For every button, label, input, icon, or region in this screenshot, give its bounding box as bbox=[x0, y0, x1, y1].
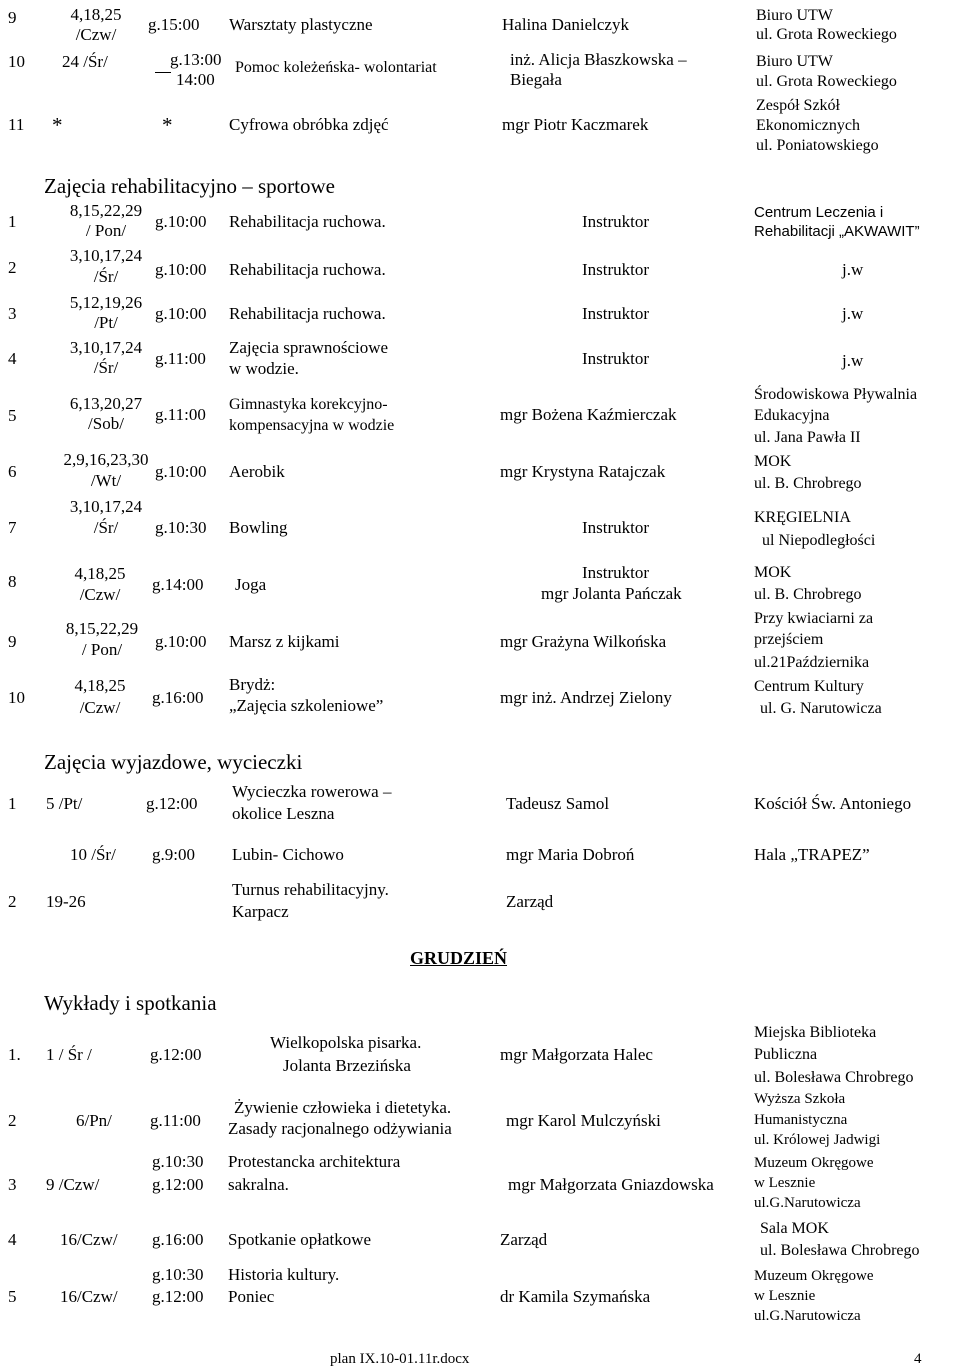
row-date: 3,10,17,24 bbox=[69, 246, 143, 265]
row-time: g.10:00 bbox=[155, 462, 207, 481]
row-place: Biuro UTW bbox=[756, 53, 833, 70]
row-date-day: / Pon/ bbox=[85, 221, 127, 240]
row-number: 3 bbox=[8, 304, 17, 323]
row-place-2: Publiczna bbox=[754, 1046, 818, 1063]
row-time: g.10:00 bbox=[155, 212, 207, 231]
row-date: 4,18,25 bbox=[70, 5, 122, 24]
row-leader: Instruktor bbox=[582, 563, 650, 582]
row-time: g.14:00 bbox=[152, 575, 204, 594]
row-date: 4,18,25 bbox=[74, 676, 126, 695]
row-number: 4 bbox=[8, 1230, 17, 1249]
row-leader: mgr Bożena Kaźmierczak bbox=[500, 405, 677, 424]
row-place-street: ul. Bolesława Chrobrego bbox=[754, 1069, 914, 1086]
row-leader: mgr inż. Andrzej Zielony bbox=[500, 688, 672, 707]
row-leader-name: mgr Jolanta Pańczak bbox=[541, 584, 682, 603]
footer-filename: plan IX.10-01.11r.docx bbox=[330, 1351, 470, 1367]
row-leader-cont: Biegała bbox=[510, 70, 562, 89]
row-leader: mgr Grażyna Wilkońska bbox=[500, 632, 667, 651]
row-activity: Marsz z kijkami bbox=[229, 632, 340, 651]
row-date: 19-26 bbox=[46, 892, 86, 911]
row-date: 5,12,19,26 bbox=[69, 293, 143, 312]
footer-page-number: 4 bbox=[914, 1351, 922, 1367]
row-number: 6 bbox=[8, 462, 17, 481]
row-place-2: w Lesznie bbox=[754, 1175, 816, 1191]
row-leader: Instruktor bbox=[582, 518, 650, 537]
row-activity-cont: w wodzie. bbox=[229, 359, 299, 378]
row-leader: Instruktor bbox=[582, 304, 650, 323]
row-time-2: g.12:00 bbox=[152, 1287, 204, 1306]
row-activity: Spotkanie opłatkowe bbox=[228, 1230, 372, 1249]
row-date-day: /Śr/ bbox=[93, 358, 119, 377]
row-time: g.12:00 bbox=[150, 1045, 202, 1064]
section-title: Wykłady i spotkania bbox=[44, 991, 217, 1015]
row-date: 10 /Śr/ bbox=[70, 845, 116, 864]
row-place: Przy kwiaciarni za bbox=[754, 610, 874, 627]
row-place-street: ul.G.Narutowicza bbox=[754, 1195, 861, 1211]
row-date-day: /Sob/ bbox=[88, 414, 124, 433]
row-place: j.w bbox=[842, 260, 864, 279]
row-number: 10 bbox=[8, 688, 25, 707]
row-activity: Gimnastyka korekcyjno- bbox=[229, 396, 388, 413]
row-place: MOK bbox=[754, 453, 792, 470]
row-date: 24 /Śr/ bbox=[62, 52, 108, 71]
row-number: 10 bbox=[8, 52, 25, 71]
row-activity-cont: Jolanta Brzezińska bbox=[283, 1056, 411, 1075]
row-place: Kościół Św. Antoniego bbox=[754, 794, 912, 813]
row-date: 2,9,16,23,30 bbox=[63, 450, 149, 469]
row-time-end: 14:00 bbox=[176, 70, 215, 89]
row-place-street: ul. Grota Roweckiego bbox=[756, 26, 897, 43]
row-place-street: ul. Grota Roweckiego bbox=[756, 73, 897, 90]
row-activity: Cyfrowa obróbka zdjęć bbox=[229, 115, 389, 134]
row-date-day: /Czw/ bbox=[75, 25, 117, 44]
row-number: 2 bbox=[8, 892, 17, 911]
row-place-street: ul. Jana Pawła II bbox=[754, 429, 861, 446]
row-leader: dr Kamila Szymańska bbox=[500, 1287, 651, 1306]
row-time: g.11:00 bbox=[150, 1111, 201, 1130]
row-activity: Wycieczka rowerowa – bbox=[232, 782, 392, 801]
row-date-day: /Śr/ bbox=[93, 267, 119, 286]
row-time: g.12:00 bbox=[146, 794, 198, 813]
row-time: g.10:00 bbox=[155, 260, 207, 279]
row-date: 16/Czw/ bbox=[60, 1230, 118, 1249]
row-place-street: ul.G.Narutowicza bbox=[754, 1308, 861, 1324]
row-date-day: / Pon/ bbox=[81, 640, 123, 659]
row-place-2: Humanistyczna bbox=[754, 1112, 848, 1128]
row-date: 5 /Pt/ bbox=[46, 794, 83, 813]
section-title: Zajęcia wyjazdowe, wycieczki bbox=[44, 750, 303, 774]
row-number: 3 bbox=[8, 1175, 17, 1194]
row-activity: Lubin- Cichowo bbox=[232, 845, 344, 864]
row-activity-cont: Poniec bbox=[228, 1287, 275, 1306]
row-place: Zespół Szkół bbox=[756, 97, 840, 114]
row-date-day: /Czw/ bbox=[79, 585, 121, 604]
row-activity: Rehabilitacja ruchowa. bbox=[229, 260, 386, 279]
row-number: 5 bbox=[8, 1287, 17, 1306]
row-activity-cont: Zasady racjonalnego odżywiania bbox=[228, 1119, 452, 1138]
row-date: 16/Czw/ bbox=[60, 1287, 118, 1306]
row-date-day: /Wt/ bbox=[90, 471, 122, 490]
row-activity: Żywienie człowieka i dietetyka. bbox=[234, 1098, 452, 1117]
row-leader: mgr Karol Mulczyński bbox=[506, 1111, 661, 1130]
row-time: g.16:00 bbox=[152, 688, 204, 707]
row-date: 1 / Śr / bbox=[46, 1045, 92, 1064]
row-leader: Zarząd bbox=[506, 892, 554, 911]
row-date: 6/Pn/ bbox=[76, 1111, 112, 1130]
row-leader: inż. Alicja Błaszkowska – bbox=[510, 50, 687, 69]
row-number: 2 bbox=[8, 1111, 17, 1130]
row-leader: Halina Danielczyk bbox=[502, 15, 629, 34]
row-activity: Rehabilitacja ruchowa. bbox=[229, 212, 386, 231]
row-time: g.15:00 bbox=[148, 15, 200, 34]
row-time: g.10:00 bbox=[155, 304, 207, 323]
row-place: Sala MOK bbox=[760, 1220, 829, 1237]
row-leader: mgr Małgorzata Gniazdowska bbox=[508, 1175, 714, 1194]
section-title: Zajęcia rehabilitacyjno – sportowe bbox=[44, 174, 335, 198]
row-place-street: ul. G. Narutowicza bbox=[760, 700, 882, 717]
row-place: Centrum Leczenia i bbox=[754, 204, 884, 221]
row-activity: Joga bbox=[235, 575, 267, 594]
row-leader: Tadeusz Samol bbox=[506, 794, 610, 813]
row-date: 6,13,20,27 bbox=[69, 394, 143, 413]
row-time: g.11:00 bbox=[155, 405, 206, 424]
row-date: 8,15,22,29 bbox=[69, 201, 143, 220]
row-place-2: Edukacyjna bbox=[754, 407, 830, 424]
row-leader: mgr Małgorzata Halec bbox=[500, 1045, 653, 1064]
row-time: g.10:30 bbox=[152, 1265, 204, 1284]
row-time-2: g.12:00 bbox=[152, 1175, 204, 1194]
row-place: Biuro UTW bbox=[756, 7, 833, 24]
row-activity: Rehabilitacja ruchowa. bbox=[229, 304, 386, 323]
row-leader: Instruktor bbox=[582, 260, 650, 279]
row-time: g.9:00 bbox=[152, 845, 195, 864]
row-date-day: /Pt/ bbox=[94, 313, 118, 332]
row-activity: Zajęcia sprawnościowe bbox=[229, 338, 389, 357]
row-place-2: w Lesznie bbox=[754, 1288, 816, 1304]
row-place: KRĘGIELNIA bbox=[754, 509, 851, 526]
row-place: Środowiskowa Pływalnia bbox=[754, 386, 918, 403]
row-number: 11 bbox=[8, 115, 25, 134]
row-place: Hala „TRAPEZ” bbox=[754, 845, 870, 864]
row-number: 8 bbox=[8, 572, 17, 591]
row-time: g.10:30 bbox=[155, 518, 207, 537]
row-date: 3,10,17,24 bbox=[69, 338, 143, 357]
row-leader: Instruktor bbox=[582, 212, 650, 231]
row-place-street: ul. B. Chrobrego bbox=[754, 586, 862, 603]
row-leader: mgr Piotr Kaczmarek bbox=[502, 115, 649, 134]
row-place: Wyższa Szkoła bbox=[754, 1091, 846, 1107]
row-date: 4,18,25 bbox=[74, 564, 126, 583]
row-activity: Brydż: bbox=[229, 675, 276, 694]
row-time: * bbox=[162, 113, 173, 137]
row-activity: Wielkopolska pisarka. bbox=[270, 1033, 422, 1052]
row-place: j.w bbox=[842, 351, 864, 370]
row-activity-cont: okolice Leszna bbox=[232, 804, 335, 823]
row-time: g.11:00 bbox=[155, 349, 206, 368]
row-place-street: ul Niepodległości bbox=[762, 532, 876, 549]
row-time: g.10:00 bbox=[155, 632, 207, 651]
row-place-2: przejściem bbox=[754, 631, 824, 648]
row-number: 4 bbox=[8, 349, 17, 368]
row-place: MOK bbox=[754, 564, 792, 581]
row-activity: Historia kultury. bbox=[228, 1265, 340, 1284]
row-number: 9 bbox=[8, 632, 17, 651]
row-leader: mgr Maria Dobroń bbox=[506, 845, 635, 864]
row-place: Centrum Kultury bbox=[754, 678, 864, 695]
row-number: 1 bbox=[8, 794, 17, 813]
row-time: g.13:00 bbox=[170, 50, 222, 69]
row-date: 8,15,22,29 bbox=[65, 619, 139, 638]
row-date: 9 /Czw/ bbox=[46, 1175, 100, 1194]
row-place-street: ul.21Października bbox=[754, 654, 870, 671]
row-date-day: /Czw/ bbox=[79, 698, 121, 717]
dash-line bbox=[155, 72, 171, 73]
row-activity: Aerobik bbox=[229, 462, 285, 481]
row-place-street: ul. Bolesława Chrobrego bbox=[760, 1242, 920, 1259]
month-heading: GRUDZIEŃ bbox=[410, 948, 508, 968]
row-number: 2 bbox=[8, 258, 17, 277]
row-activity-cont: sakralna. bbox=[228, 1175, 289, 1194]
row-place: j.w bbox=[842, 304, 864, 323]
row-time: g.16:00 bbox=[152, 1230, 204, 1249]
row-place-2: Rehabilitacji „AKWAWIT” bbox=[754, 223, 920, 240]
row-number: 1. bbox=[8, 1045, 21, 1064]
row-place: Miejska Biblioteka bbox=[754, 1024, 877, 1041]
row-number: 9 bbox=[8, 8, 17, 27]
row-activity: Bowling bbox=[229, 518, 288, 537]
row-number: 1 bbox=[8, 212, 17, 231]
row-place-street: ul. Poniatowskiego bbox=[756, 137, 879, 154]
row-place-street: ul. Królowej Jadwigi bbox=[754, 1132, 881, 1148]
row-activity: Warsztaty plastyczne bbox=[229, 15, 373, 34]
row-place: Muzeum Okręgowe bbox=[754, 1268, 874, 1284]
row-activity-cont: kompensacyjna w wodzie bbox=[229, 417, 395, 434]
row-leader: mgr Krystyna Ratajczak bbox=[500, 462, 666, 481]
row-date: * bbox=[52, 113, 63, 137]
row-time: g.10:30 bbox=[152, 1152, 204, 1171]
row-date-day: /Śr/ bbox=[93, 518, 119, 537]
row-leader: Instruktor bbox=[582, 349, 650, 368]
row-place-2: Ekonomicznych bbox=[756, 117, 860, 134]
row-date: 3,10,17,24 bbox=[69, 497, 143, 516]
row-number: 5 bbox=[8, 406, 17, 425]
row-activity: Turnus rehabilitacyjny. bbox=[232, 880, 389, 899]
row-activity-cont: „Zajęcia szkoleniowe” bbox=[229, 696, 384, 715]
row-number: 7 bbox=[8, 518, 17, 537]
row-activity: Pomoc koleżeńska- wolontariat bbox=[235, 59, 437, 76]
row-place: Muzeum Okręgowe bbox=[754, 1155, 874, 1171]
row-activity: Protestancka architektura bbox=[228, 1152, 401, 1171]
row-activity-cont: Karpacz bbox=[232, 902, 289, 921]
row-place-street: ul. B. Chrobrego bbox=[754, 475, 862, 492]
row-leader: Zarząd bbox=[500, 1230, 548, 1249]
